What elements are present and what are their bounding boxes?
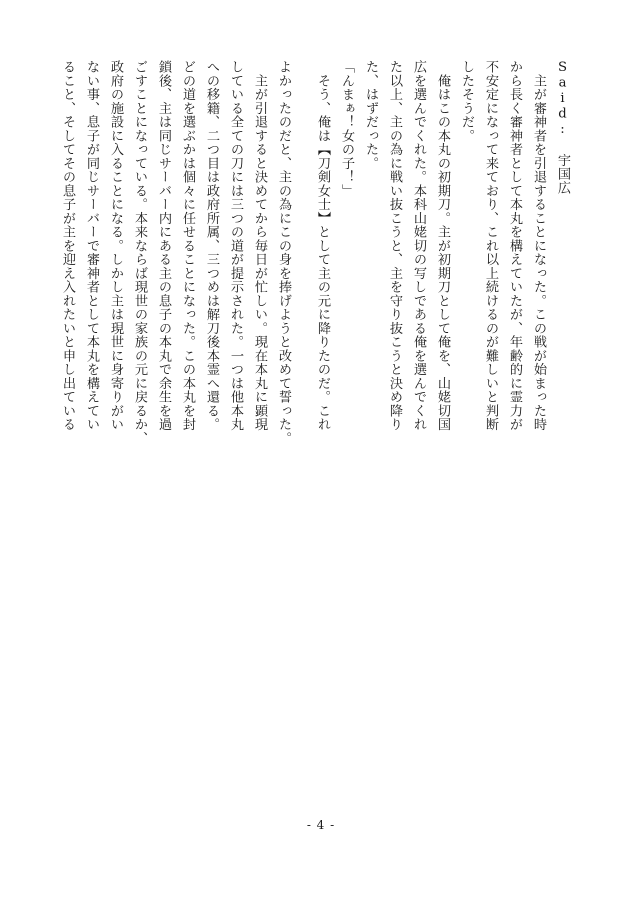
text-line: 主が引退すると決めてから毎日が忙しい。現在本丸に顕現 — [252, 60, 267, 432]
text-line: よかったのだと、主の為にこの身を捧げようと改めて誓った。 — [276, 60, 291, 445]
right-text-column — [310, 60, 574, 620]
text-line: どの道を選ぶかは個々に任せることになった。この本丸を封 — [180, 60, 195, 432]
text-line: から長く審神者として本丸を構えていたが、年齢的に霊力が — [507, 60, 522, 432]
text-line: 広を選んでくれた。本科山姥切の写しである俺を選んでくれ — [411, 60, 426, 432]
text-line: したそうだ。 — [459, 60, 474, 143]
text-line: 俺はこの本丸の初期刀。主が初期刀として俺を、山姥切国 — [435, 60, 450, 432]
page-number: - 4 - — [306, 818, 336, 832]
text-line: ない事、息子が同じサーバーで審神者として本丸を構えてい — [84, 60, 99, 432]
text-line: ること、そしてその息子が主を迎え入れたいと申し出ている — [60, 60, 75, 432]
text-line: た、はずだった。 — [363, 60, 378, 170]
text-line: 「んまぁ！女の子！」 — [339, 60, 354, 198]
text-line: 政府の施設に入ることになる。しかし主は現世に身寄りがい — [108, 60, 123, 432]
text-line: Said: 宇国広 — [555, 60, 570, 195]
text-line: ごすことになっている。本来ならば現世の家族の元に戻るか、 — [132, 60, 147, 445]
left-text-column — [57, 60, 295, 640]
text-line: 鎖後、主は同じサーバー内にある主の息子の本丸で余生を過 — [156, 60, 171, 432]
text-line: 不安定になって来ており、これ以上続けるのが難しいと判断 — [483, 60, 498, 432]
text-line: そう、俺は【刀剣女士】として主の元に降りたのだ。これ — [315, 60, 330, 432]
text-line: への移籍、二つ目は政府所属、三つめは解刀後本霊へ還る。 — [204, 60, 219, 432]
text-line: た以上、主の為に戦い抜こうと、主を守り抜こうと決め降り — [387, 60, 402, 432]
text-line: している全ての刀には三つの道が提示された。一つは他本丸 — [228, 60, 243, 432]
text-line: 主が審神者を引退することになった。この戦が始まった時 — [531, 60, 546, 432]
